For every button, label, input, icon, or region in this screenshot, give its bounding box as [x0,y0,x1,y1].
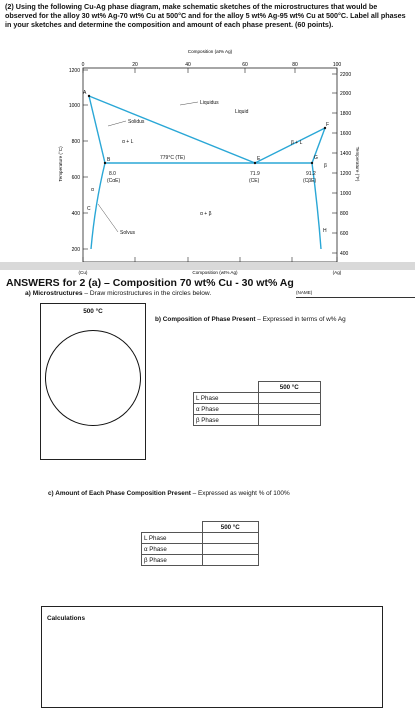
answer-cell[interactable] [258,415,321,426]
right-tick-label: 600 [340,231,349,237]
top-tick-label: 60 [242,62,248,68]
row-label: α Phase [194,404,259,415]
right-axis [332,72,360,257]
solvus-label: Solvus [120,230,136,236]
right-tick-label: 1600 [340,131,352,137]
name-tag: (NAME) [296,290,313,295]
ce-symbol: (CE) [249,178,260,184]
microstructure-temp-label: 500 °C [83,308,103,315]
eutectic-temp-label: 779°C (TE) [160,155,186,161]
table-row [194,382,321,393]
answers-title: ANSWERS for 2 (a) – Composition 70 wt% Cu - 30 wt% Ag [6,277,294,289]
microstructures-instruction: – Draw microstructures in the circles below. [82,290,212,297]
left-tick-label: 400 [71,211,80,217]
left-tick-label: 1000 [68,103,80,109]
ce-value: 71.9 [250,171,260,177]
row-label: α Phase [142,544,203,555]
left-tick-label: 200 [71,247,80,253]
beta-region-label: β [324,163,327,169]
amount-heading-bold: c) Amount of Each Phase Composition Present [48,490,191,497]
left-tick-label: 600 [71,175,80,181]
cu-ag-phase-diagram [50,44,360,276]
point-c-label: C [87,206,91,212]
microstructure-box [40,303,146,460]
top-tick-label: 20 [132,62,138,68]
top-axis [82,62,342,73]
top-tick-label: 80 [292,62,298,68]
liquid-label: Liquid [235,109,249,115]
composition-heading-bold: b) Composition of Phase Present [155,316,256,323]
right-tick-label: 400 [340,251,349,257]
liquidus-line [89,96,325,163]
right-axis-title: Temperature (°F) [355,146,360,182]
table-row [142,555,259,566]
amount-heading [48,490,290,497]
alpha-plus-beta-label: α + β [200,211,212,217]
point-g-label: G [314,155,318,161]
amount-instruction: – Expressed as weight % of 100% [190,490,290,497]
point-f-label: F [326,122,330,128]
ce-alpha-value: 8.0 [109,171,116,177]
row-label: β Phase [194,415,259,426]
section-divider [0,262,415,270]
row-label: L Phase [142,533,203,544]
answer-cell[interactable] [202,533,259,544]
left-tick-label: 800 [71,139,80,145]
right-tick-label: 2200 [340,72,352,78]
row-label: β Phase [142,555,203,566]
ce-alpha-symbol: (CαE) [107,178,121,184]
name-line [296,297,415,298]
solidus-label: Solidus [128,119,145,125]
alpha-solidus-line [89,96,105,163]
composition-heading [155,316,346,323]
microstructures-heading [25,290,211,297]
right-tick-label: 1400 [340,151,352,157]
question-text: (2) Using the following Cu-Ag phase diagram, make schematic sketches of the microstructures that would be observed for the alloy 30 wt% Ag-70 wt% Cu at 500°C and for the alloy 5 wt% Ag-95 wt% Cu at 500°C. Label all phases in your sketches and determine the composition and amount of each phase present. (60 points). [5,2,406,30]
microstructure-circle[interactable] [45,330,141,426]
liquidus-label: Liquidus [200,100,219,106]
alpha-region-label: α [91,187,94,193]
point-h-label: H [323,228,327,234]
left-axis-title: Temperature (°C) [58,146,63,182]
point-e-label: E [257,156,261,162]
beta-plus-l-label: β + L [291,140,303,146]
table-header: 500 °C [258,382,321,393]
table-row [142,544,259,555]
table-row [194,404,321,415]
bottom-axis-title: Composition (wt% Ag) [192,270,238,275]
table-cell-empty [142,522,203,533]
answer-cell[interactable] [258,393,321,404]
right-tick-label: 2000 [340,91,352,97]
top-axis-title: Composition (at% Ag) [187,49,233,54]
table-cell-empty [194,382,259,393]
right-tick-label: 1800 [340,111,352,117]
calculations-box[interactable] [41,606,383,708]
answer-cell[interactable] [202,555,259,566]
ag-end-label: (Ag) [332,270,342,275]
right-tick-label: 1000 [340,191,352,197]
amount-table [141,521,259,566]
ce-beta-symbol: (CβE) [303,178,317,184]
top-tick-label: 0 [81,62,85,68]
top-tick-label: 40 [185,62,191,68]
microstructures-heading-bold: a) Microstructures [25,290,83,297]
cu-end-label: (Cu) [78,270,88,275]
table-row [194,415,321,426]
answer-cell[interactable] [202,544,259,555]
answer-cell[interactable] [258,404,321,415]
ce-beta-value: 91.2 [306,171,316,177]
alpha-solvus-line [91,163,105,249]
row-label: L Phase [194,393,259,404]
table-row [142,522,259,533]
point-b-label: B [107,157,111,163]
table-row [194,393,321,404]
composition-instruction: – Expressed in terms of w% Ag [255,316,346,323]
left-tick-label: 1200 [68,68,80,74]
alpha-plus-l-label: α + L [122,139,134,145]
point-a-label: A [83,90,87,96]
phase-boundaries [89,96,325,249]
table-row [142,533,259,544]
top-tick-label: 100 [332,62,342,68]
composition-table [193,381,321,426]
calculations-label: Calculations [47,615,85,622]
table-header: 500 °C [202,522,259,533]
right-tick-label: 800 [340,211,349,217]
right-tick-label: 1200 [340,171,352,177]
